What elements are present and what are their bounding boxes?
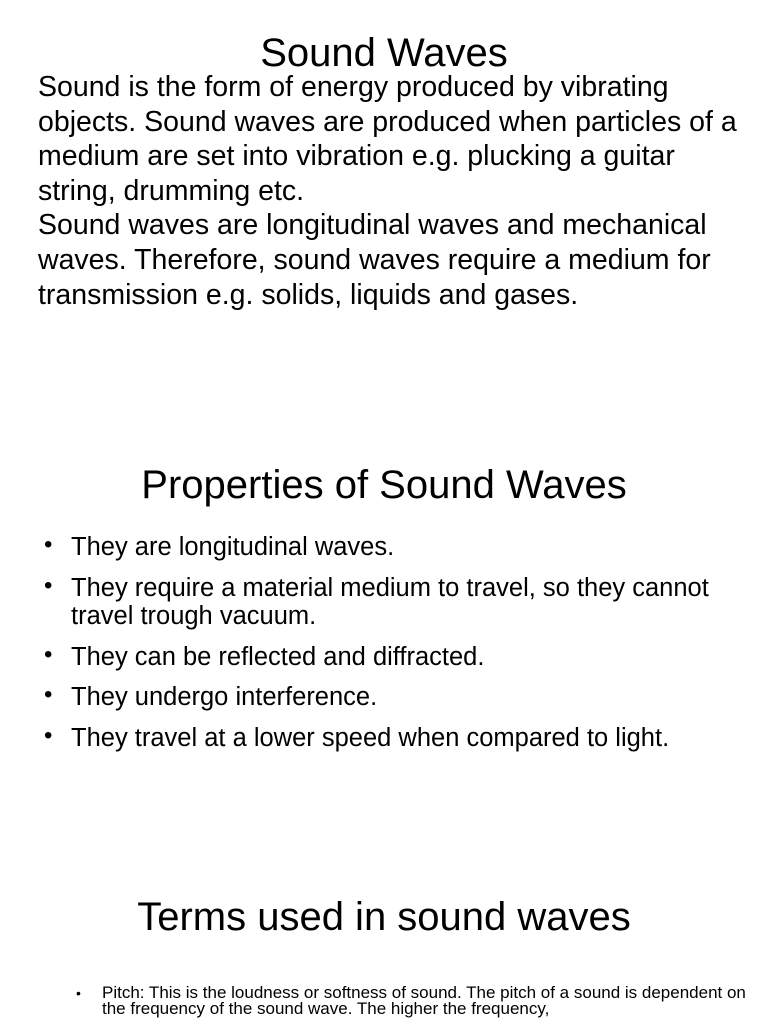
list-item: • They travel at a lower speed when compared to light. <box>44 724 734 753</box>
slide-body-text <box>38 70 750 312</box>
slide-title: Sound Waves <box>260 31 508 75</box>
terms-list <box>76 985 746 1017</box>
list-item: • They require a material medium to travel, so they cannot travel trough vacuum. <box>44 574 734 631</box>
section-title: Properties of Sound Waves <box>141 463 627 507</box>
list-item: • Pitch: This is the loudness or softness of sound. The pitch of a sound is dependent on the frequency of the sound wave. The higher the frequency, <box>76 985 746 1017</box>
body-paragraph: Sound waves are longitudinal waves and mechanical waves. Therefore, sound waves require a medium for transmission e.g. solids, liquids and gases. <box>38 209 711 311</box>
body-paragraph: Sound is the form of energy produced by vibrating objects. Sound waves are produced when particles of a medium are set into vibration e.g. plucking a guitar string, drumming etc. <box>38 71 737 207</box>
list-item: • They undergo interference. <box>44 683 734 712</box>
section-title: Terms used in sound waves <box>137 895 631 939</box>
properties-list <box>44 533 734 764</box>
list-item: • They are longitudinal waves. <box>44 533 734 562</box>
list-item: • They can be reflected and diffracted. <box>44 643 734 672</box>
